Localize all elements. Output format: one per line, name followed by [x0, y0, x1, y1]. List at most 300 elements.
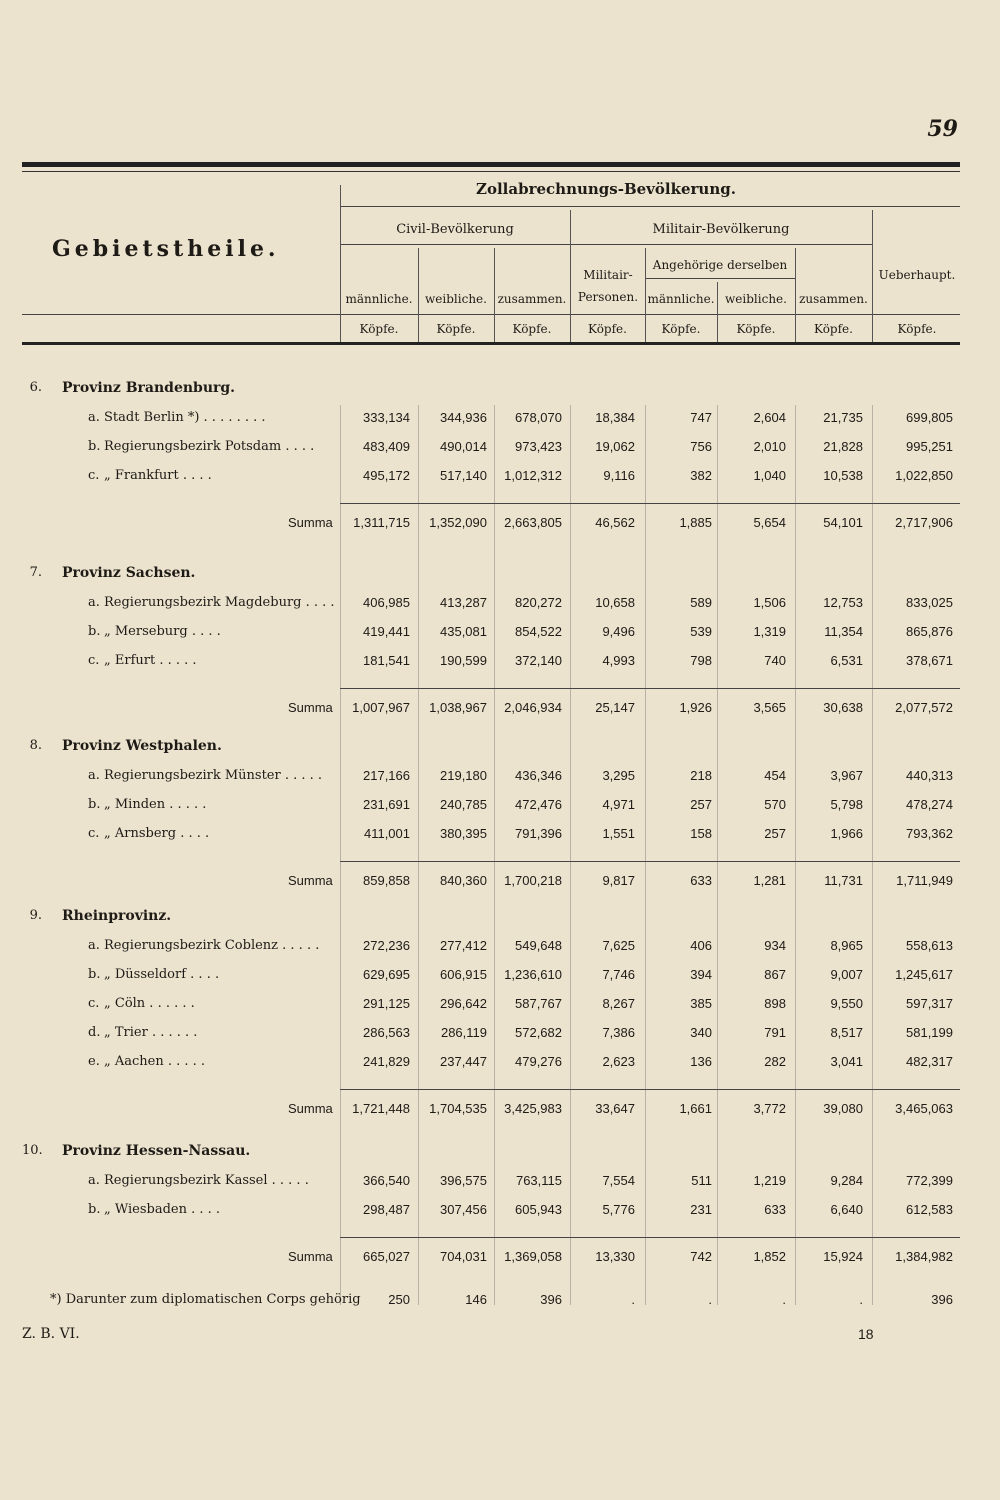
summa-value: 11,731 — [824, 873, 863, 888]
summa-value: 1,885 — [679, 515, 712, 530]
cell-value: 820,272 — [515, 595, 562, 610]
cell-value: 867 — [764, 967, 786, 982]
cell-value: 282 — [764, 1054, 786, 1069]
summa-value: 15,924 — [823, 1249, 863, 1264]
cell-value: 291,125 — [363, 996, 410, 1011]
cell-value: 1,319 — [753, 624, 786, 639]
unit-7: Köpfe. — [814, 322, 853, 336]
cell-value: 472,476 — [515, 797, 562, 812]
row-letter: c. — [88, 996, 100, 1011]
province-header — [0, 1143, 1000, 1165]
cell-value: 511 — [691, 1173, 712, 1188]
row-letter: c. — [88, 826, 100, 841]
cell-value: 478,274 — [906, 797, 953, 812]
row-letter: b. — [88, 1202, 101, 1217]
cell-value: 973,423 — [515, 439, 562, 454]
cell-value: 4,993 — [602, 653, 635, 668]
district-name: „ Minden . . . . . — [104, 797, 207, 812]
cell-value: 6,640 — [830, 1202, 863, 1217]
cell-value: 231,691 — [363, 797, 410, 812]
cell-value: 570 — [764, 797, 786, 812]
table-row — [0, 595, 1000, 617]
summa-value: 5,654 — [753, 515, 786, 530]
province-number: 7. — [29, 565, 42, 580]
summa-value: 25,147 — [595, 700, 635, 715]
vline-h0 — [340, 185, 341, 342]
summa-value: 1,038,967 — [429, 700, 487, 715]
unit-6: Köpfe. — [736, 322, 776, 336]
cell-value: 9,007 — [830, 967, 863, 982]
footnote-value: 146 — [465, 1292, 487, 1307]
column-rule — [494, 405, 495, 1305]
cell-value: 10,538 — [823, 468, 863, 483]
cell-value: 372,140 — [515, 653, 562, 668]
cell-value: 605,943 — [515, 1202, 562, 1217]
sheet-number: 18 — [858, 1326, 874, 1342]
cell-value: 3,041 — [830, 1054, 863, 1069]
summa-value: 1,704,535 — [429, 1101, 487, 1116]
cell-value: 9,284 — [830, 1173, 863, 1188]
cell-value: 396,575 — [440, 1173, 487, 1188]
summa-value: 665,027 — [363, 1249, 410, 1264]
cell-value: 740 — [764, 653, 786, 668]
cell-value: 1,551 — [602, 826, 635, 841]
summa-rule — [340, 1237, 960, 1238]
summa-value: 13,330 — [595, 1249, 635, 1264]
row-letter: d. — [88, 1025, 101, 1040]
table-row — [0, 439, 1000, 461]
summa-rule — [340, 503, 960, 504]
cell-value: 454 — [764, 768, 786, 783]
row-letter: a. — [88, 410, 100, 425]
table-row — [0, 938, 1000, 960]
district-name: „ Düsseldorf . . . . — [104, 967, 220, 982]
row-letter: a. — [88, 595, 100, 610]
district-name: Regierungsbezirk Potsdam . . . . — [104, 439, 315, 454]
cell-value: 572,682 — [515, 1025, 562, 1040]
cell-value: 8,965 — [830, 938, 863, 953]
district-name: „ Frankfurt . . . . — [104, 468, 212, 483]
column-rule — [645, 405, 646, 1305]
cell-value: 286,119 — [440, 1025, 487, 1040]
cell-value: 5,776 — [602, 1202, 635, 1217]
district-name: Regierungsbezirk Münster . . . . . — [104, 768, 323, 783]
cell-value: 136 — [690, 1054, 712, 1069]
table-row — [0, 1202, 1000, 1224]
cell-value: 833,025 — [906, 595, 953, 610]
vline-h3 — [570, 210, 571, 342]
cell-value: 419,441 — [363, 624, 410, 639]
header-rule — [340, 206, 960, 207]
summa-value: 9,817 — [602, 873, 635, 888]
table-row — [0, 797, 1000, 819]
summa-value: 3,425,983 — [504, 1101, 562, 1116]
cell-value: 7,625 — [602, 938, 635, 953]
top-rule — [22, 162, 960, 167]
cell-value: 995,251 — [906, 439, 953, 454]
cell-value: 772,399 — [906, 1173, 953, 1188]
row-letter: a. — [88, 1173, 100, 1188]
header-civil-total: zusammen. — [497, 292, 567, 306]
district-name: „ Arnsberg . . . . — [104, 826, 210, 841]
footnote-value: 396 — [540, 1292, 562, 1307]
province-header — [0, 565, 1000, 587]
summa-value: 1,311,715 — [353, 515, 410, 530]
district-name: „ Trier . . . . . . — [104, 1025, 198, 1040]
footnote-value: 396 — [931, 1292, 953, 1307]
summa-value: 704,031 — [440, 1249, 487, 1264]
vline-h2 — [494, 248, 495, 342]
cell-value: 382 — [690, 468, 712, 483]
cell-value: 9,550 — [830, 996, 863, 1011]
cell-value: 406 — [690, 938, 712, 953]
table-row — [0, 1025, 1000, 1047]
vline-h7 — [872, 210, 873, 342]
cell-value: 10,658 — [595, 595, 635, 610]
cell-value: 589 — [690, 595, 712, 610]
summa-label: Summa — [288, 873, 333, 888]
province-number: 6. — [29, 380, 42, 395]
header-military-persons-1: Militair- — [583, 268, 633, 282]
cell-value: 286,563 — [363, 1025, 410, 1040]
row-letter: c. — [88, 468, 100, 483]
cell-value: 436,346 — [515, 768, 562, 783]
cell-value: 763,115 — [515, 1173, 562, 1188]
cell-value: 406,985 — [363, 595, 410, 610]
summa-value: 1,007,967 — [352, 700, 410, 715]
summa-value: 633 — [690, 873, 712, 888]
cell-value: 181,541 — [363, 653, 410, 668]
cell-value: 479,276 — [515, 1054, 562, 1069]
cell-value: 517,140 — [440, 468, 487, 483]
province-header — [0, 738, 1000, 760]
cell-value: 340 — [690, 1025, 712, 1040]
cell-value: 3,967 — [830, 768, 863, 783]
cell-value: 440,313 — [906, 768, 953, 783]
summa-value: 1,661 — [679, 1101, 712, 1116]
cell-value: 7,386 — [602, 1025, 635, 1040]
cell-value: 158 — [690, 826, 712, 841]
cell-value: 549,648 — [515, 938, 562, 953]
cell-value: 7,746 — [602, 967, 635, 982]
summa-value: 859,858 — [363, 873, 410, 888]
summa-value: 1,369,058 — [504, 1249, 562, 1264]
summa-value: 1,384,982 — [895, 1249, 953, 1264]
summa-label: Summa — [288, 1249, 333, 1264]
summa-label: Summa — [288, 515, 333, 530]
header-rule-3 — [645, 278, 795, 279]
cell-value: 257 — [764, 826, 786, 841]
cell-value: 1,966 — [830, 826, 863, 841]
table-row — [0, 768, 1000, 790]
cell-value: 581,199 — [906, 1025, 953, 1040]
cell-value: 4,971 — [602, 797, 635, 812]
district-name: Regierungsbezirk Coblenz . . . . . — [104, 938, 320, 953]
table-row — [0, 624, 1000, 646]
cell-value: 394 — [690, 967, 712, 982]
page-number: 59 — [927, 116, 958, 142]
summa-value: 2,046,934 — [504, 700, 562, 715]
cell-value: 2,010 — [753, 439, 786, 454]
cell-value: 495,172 — [363, 468, 410, 483]
table-row — [0, 468, 1000, 490]
cell-value: 219,180 — [440, 768, 487, 783]
summa-label: Summa — [288, 1101, 333, 1116]
summa-value: 2,663,805 — [504, 515, 562, 530]
cell-value: 612,583 — [906, 1202, 953, 1217]
province-name: Provinz Brandenburg. — [62, 380, 236, 396]
table-row — [0, 653, 1000, 675]
summa-value: 39,080 — [823, 1101, 863, 1116]
cell-value: 298,487 — [363, 1202, 410, 1217]
top-rule-thin — [22, 171, 960, 172]
cell-value: 218 — [690, 768, 712, 783]
district-name: Regierungsbezirk Kassel . . . . . — [104, 1173, 309, 1188]
cell-value: 1,245,617 — [895, 967, 953, 982]
header-thick-rule — [22, 342, 960, 345]
table-row — [0, 410, 1000, 432]
cell-value: 3,295 — [602, 768, 635, 783]
cell-value: 2,623 — [602, 1054, 635, 1069]
cell-value: 21,735 — [823, 410, 863, 425]
district-name: Stadt Berlin *) . . . . . . . . — [104, 410, 266, 425]
summa-value: 1,700,218 — [504, 873, 562, 888]
cell-value: 231 — [690, 1202, 712, 1217]
footnote-value: . — [782, 1292, 786, 1307]
unit-5: Köpfe. — [661, 322, 701, 336]
cell-value: 629,695 — [363, 967, 410, 982]
vline-h6 — [795, 248, 796, 342]
cell-value: 1,506 — [753, 595, 786, 610]
header-civil-male: männliche. — [345, 292, 413, 306]
header-main: Zollabrechnungs-Bevölkerung. — [476, 180, 736, 198]
cell-value: 1,022,850 — [895, 468, 953, 483]
region-title: Gebietstheile. — [52, 236, 280, 262]
header-rule-2 — [340, 244, 872, 245]
summa-label: Summa — [288, 700, 333, 715]
province-number: 8. — [29, 738, 42, 753]
cell-value: 413,287 — [440, 595, 487, 610]
cell-value: 411,001 — [363, 826, 410, 841]
summa-value: 742 — [690, 1249, 712, 1264]
cell-value: 18,384 — [595, 410, 635, 425]
vline-h4 — [645, 248, 646, 342]
unit-3: Köpfe. — [512, 322, 552, 336]
column-rule — [570, 405, 571, 1305]
table-row — [0, 1054, 1000, 1076]
unit-4: Köpfe. — [588, 322, 627, 336]
column-rule — [340, 405, 341, 1305]
cell-value: 699,805 — [906, 410, 953, 425]
cell-value: 272,236 — [363, 938, 410, 953]
row-letter: b. — [88, 967, 101, 982]
header-total: Ueberhaupt. — [878, 268, 956, 282]
province-name: Provinz Sachsen. — [62, 565, 196, 581]
header-dep-total: zusammen. — [799, 292, 868, 306]
cell-value: 435,081 — [440, 624, 487, 639]
table-row — [0, 1173, 1000, 1195]
row-letter: b. — [88, 624, 101, 639]
cell-value: 378,671 — [906, 653, 953, 668]
cell-value: 2,604 — [753, 410, 786, 425]
summa-value: 3,565 — [753, 700, 786, 715]
summa-row — [0, 515, 1000, 537]
cell-value: 380,395 — [440, 826, 487, 841]
cell-value: 296,642 — [440, 996, 487, 1011]
cell-value: 490,014 — [440, 439, 487, 454]
cell-value: 539 — [690, 624, 712, 639]
cell-value: 21,828 — [823, 439, 863, 454]
cell-value: 756 — [690, 439, 712, 454]
cell-value: 333,134 — [363, 410, 410, 425]
footnote-value: . — [631, 1292, 635, 1307]
header-dep-female: weibliche. — [725, 292, 787, 306]
district-name: „ Aachen . . . . . — [104, 1054, 206, 1069]
province-header — [0, 908, 1000, 930]
cell-value: 1,236,610 — [504, 967, 562, 982]
province-number: 9. — [29, 908, 42, 923]
summa-rule — [340, 688, 960, 689]
summa-row — [0, 1249, 1000, 1271]
summa-value: 33,647 — [595, 1101, 635, 1116]
district-name: „ Merseburg . . . . — [104, 624, 221, 639]
cell-value: 241,829 — [363, 1054, 410, 1069]
footnote-value: . — [708, 1292, 712, 1307]
cell-value: 793,362 — [906, 826, 953, 841]
cell-value: 1,012,312 — [504, 468, 562, 483]
summa-value: 1,711,949 — [896, 873, 953, 888]
row-letter: b. — [88, 797, 101, 812]
province-header — [0, 380, 1000, 402]
summa-value: 1,926 — [679, 700, 712, 715]
cell-value: 8,267 — [602, 996, 635, 1011]
cell-value: 633 — [764, 1202, 786, 1217]
summa-value: 1,721,448 — [352, 1101, 410, 1116]
cell-value: 9,116 — [603, 468, 635, 483]
cell-value: 558,613 — [906, 938, 953, 953]
cell-value: 1,219 — [753, 1173, 786, 1188]
cell-value: 865,876 — [906, 624, 953, 639]
cell-value: 854,522 — [515, 624, 562, 639]
cell-value: 5,798 — [830, 797, 863, 812]
cell-value: 385 — [690, 996, 712, 1011]
footnote-label: *) Darunter zum diplomatischen Corps gehörig — [50, 1292, 361, 1307]
summa-value: 1,352,090 — [429, 515, 487, 530]
summa-value: 1,852 — [753, 1249, 786, 1264]
cell-value: 6,531 — [830, 653, 863, 668]
vline-h1 — [418, 248, 419, 342]
footnote-value: . — [859, 1292, 863, 1307]
unit-2: Köpfe. — [436, 322, 476, 336]
summa-row — [0, 873, 1000, 895]
cell-value: 482,317 — [906, 1054, 953, 1069]
cell-value: 190,599 — [440, 653, 487, 668]
cell-value: 307,456 — [440, 1202, 487, 1217]
table-row — [0, 826, 1000, 848]
cell-value: 9,496 — [602, 624, 635, 639]
cell-value: 791 — [764, 1025, 786, 1040]
cell-value: 217,166 — [363, 768, 410, 783]
summa-rule — [340, 861, 960, 862]
province-name: Provinz Westphalen. — [62, 738, 222, 754]
cell-value: 747 — [690, 410, 712, 425]
header-military: Militair-Bevölkerung — [652, 222, 790, 237]
cell-value: 898 — [764, 996, 786, 1011]
summa-value: 3,465,063 — [895, 1101, 953, 1116]
cell-value: 344,936 — [440, 410, 487, 425]
cell-value: 934 — [764, 938, 786, 953]
signature: Z. B. VI. — [22, 1326, 80, 1342]
cell-value: 11,354 — [824, 624, 863, 639]
province-number: 10. — [22, 1143, 43, 1158]
summa-value: 3,772 — [753, 1101, 786, 1116]
cell-value: 12,753 — [823, 595, 863, 610]
row-letter: b. — [88, 439, 101, 454]
footnote-value: 250 — [388, 1292, 410, 1307]
row-letter: a. — [88, 768, 100, 783]
header-civil: Civil-Bevölkerung — [396, 222, 514, 237]
cell-value: 277,412 — [440, 938, 487, 953]
province-name: Provinz Hessen-Nassau. — [62, 1143, 251, 1159]
table-row — [0, 996, 1000, 1018]
row-letter: e. — [88, 1054, 100, 1069]
unit-1: Köpfe. — [359, 322, 399, 336]
district-name: „ Cöln . . . . . . — [104, 996, 195, 1011]
cell-value: 240,785 — [440, 797, 487, 812]
summa-row — [0, 1101, 1000, 1123]
cell-value: 587,767 — [515, 996, 562, 1011]
header-rule-4 — [22, 314, 960, 315]
summa-value: 30,638 — [823, 700, 863, 715]
summa-value: 1,281 — [753, 873, 786, 888]
cell-value: 678,070 — [515, 410, 562, 425]
district-name: „ Erfurt . . . . . — [104, 653, 197, 668]
cell-value: 606,915 — [440, 967, 487, 982]
column-rule — [795, 405, 796, 1305]
vline-h5 — [717, 282, 718, 342]
district-name: „ Wiesbaden . . . . — [104, 1202, 221, 1217]
summa-value: 54,101 — [823, 515, 863, 530]
column-rule — [872, 405, 873, 1305]
summa-row — [0, 700, 1000, 722]
cell-value: 798 — [690, 653, 712, 668]
cell-value: 237,447 — [440, 1054, 487, 1069]
summa-value: 46,562 — [595, 515, 635, 530]
cell-value: 8,517 — [830, 1025, 863, 1040]
footnote-row — [0, 1292, 1000, 1314]
cell-value: 19,062 — [595, 439, 635, 454]
header-dependents: Angehörige derselben — [652, 258, 788, 272]
column-rule — [717, 405, 718, 1305]
header-military-persons-2: Personen. — [577, 290, 639, 304]
column-rule — [418, 405, 419, 1305]
row-letter: a. — [88, 938, 100, 953]
summa-rule — [340, 1089, 960, 1090]
province-name: Rheinprovinz. — [62, 908, 172, 924]
district-name: Regierungsbezirk Magdeburg . . . . — [104, 595, 335, 610]
cell-value: 483,409 — [363, 439, 410, 454]
table-row — [0, 967, 1000, 989]
cell-value: 1,040 — [753, 468, 786, 483]
header-civil-female: weibliche. — [425, 292, 487, 306]
summa-value: 2,077,572 — [895, 700, 953, 715]
cell-value: 791,396 — [515, 826, 562, 841]
unit-8: Köpfe. — [897, 322, 937, 336]
summa-value: 2,717,906 — [895, 515, 953, 530]
cell-value: 366,540 — [363, 1173, 410, 1188]
header-dep-male: männliche. — [647, 292, 715, 306]
cell-value: 7,554 — [602, 1173, 635, 1188]
